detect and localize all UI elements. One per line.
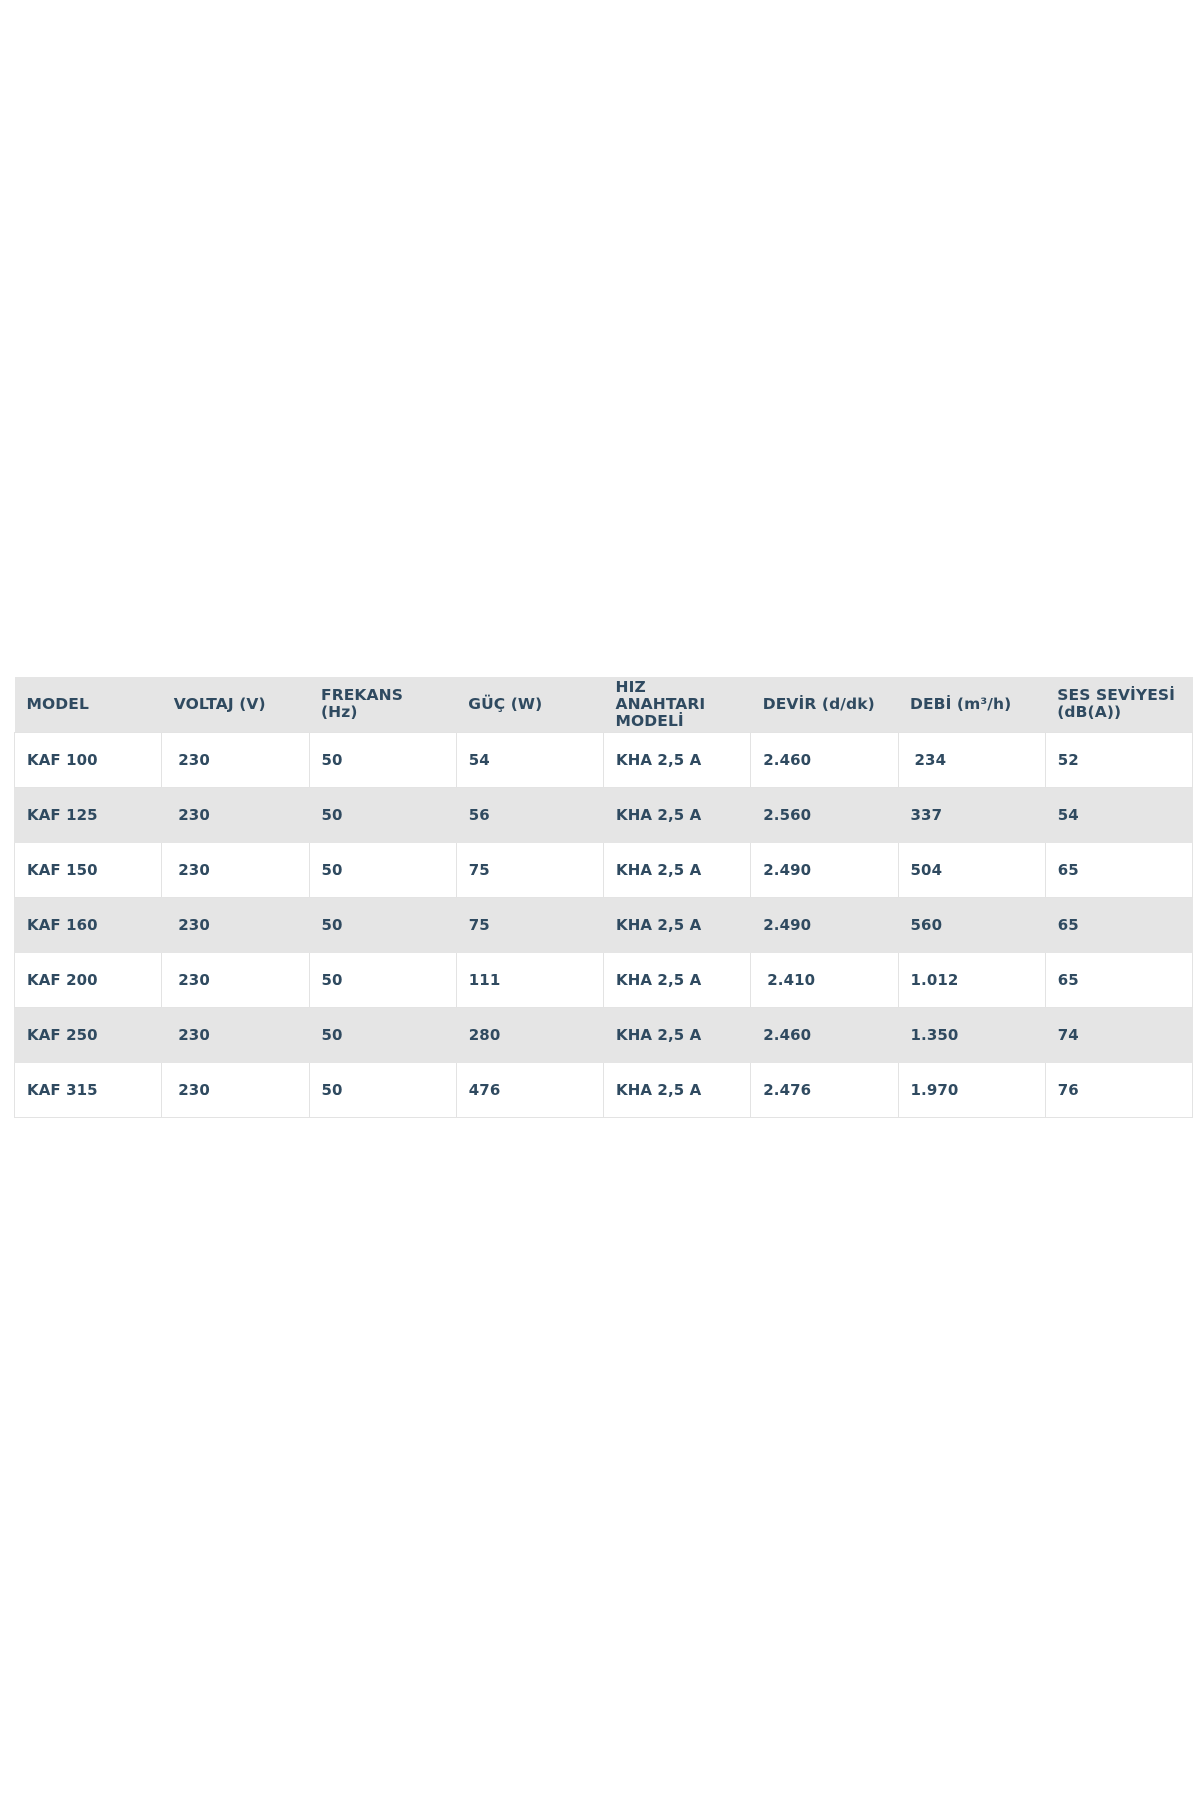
cell-model: KAF 125 [15, 787, 162, 842]
cell-voltage: 230 [162, 1062, 309, 1117]
cell-sound-level: 74 [1045, 1007, 1192, 1062]
cell-rpm: 2.490 [751, 897, 898, 952]
cell-frequency: 50 [309, 1062, 456, 1117]
cell-model: KAF 250 [15, 1007, 162, 1062]
cell-speed-switch-model: KHA 2,5 A [604, 1062, 751, 1117]
cell-model: KAF 200 [15, 952, 162, 1007]
cell-power: 476 [456, 1062, 603, 1117]
cell-rpm: 2.460 [751, 1007, 898, 1062]
table-body [15, 732, 1193, 1117]
cell-sound-level: 76 [1045, 1062, 1192, 1117]
header-speed-switch-model: HIZ ANAHTARI MODELİ [604, 677, 751, 732]
cell-airflow: 1.970 [898, 1062, 1045, 1117]
table-row [15, 1007, 1193, 1062]
cell-speed-switch-model: KHA 2,5 A [604, 1007, 751, 1062]
cell-power: 75 [456, 897, 603, 952]
header-voltage: VOLTAJ (V) [162, 677, 309, 732]
cell-power: 280 [456, 1007, 603, 1062]
cell-voltage: 230 [162, 1007, 309, 1062]
cell-power: 54 [456, 732, 603, 787]
cell-sound-level: 52 [1045, 732, 1192, 787]
cell-voltage: 230 [162, 787, 309, 842]
cell-airflow: 1.350 [898, 1007, 1045, 1062]
cell-frequency: 50 [309, 732, 456, 787]
cell-speed-switch-model: KHA 2,5 A [604, 952, 751, 1007]
cell-sound-level: 65 [1045, 897, 1192, 952]
table-row [15, 897, 1193, 952]
table-row [15, 952, 1193, 1007]
table-row [15, 732, 1193, 787]
cell-rpm: 2.410 [751, 952, 898, 1007]
header-sound-level: SES SEVİYESİ (dB(A)) [1045, 677, 1192, 732]
cell-airflow: 337 [898, 787, 1045, 842]
cell-airflow: 560 [898, 897, 1045, 952]
cell-rpm: 2.490 [751, 842, 898, 897]
cell-sound-level: 65 [1045, 842, 1192, 897]
cell-speed-switch-model: KHA 2,5 A [604, 897, 751, 952]
product-spec-table [14, 677, 1193, 1118]
cell-model: KAF 315 [15, 1062, 162, 1117]
cell-airflow: 504 [898, 842, 1045, 897]
cell-sound-level: 65 [1045, 952, 1192, 1007]
cell-voltage: 230 [162, 732, 309, 787]
cell-speed-switch-model: KHA 2,5 A [604, 732, 751, 787]
cell-voltage: 230 [162, 897, 309, 952]
cell-power: 75 [456, 842, 603, 897]
header-rpm: DEVİR (d/dk) [751, 677, 898, 732]
cell-sound-level: 54 [1045, 787, 1192, 842]
cell-power: 56 [456, 787, 603, 842]
cell-voltage: 230 [162, 952, 309, 1007]
header-airflow: DEBİ (m³/h) [898, 677, 1045, 732]
cell-frequency: 50 [309, 787, 456, 842]
cell-voltage: 230 [162, 842, 309, 897]
cell-rpm: 2.460 [751, 732, 898, 787]
cell-airflow: 1.012 [898, 952, 1045, 1007]
header-frequency: FREKANS (Hz) [309, 677, 456, 732]
cell-power: 111 [456, 952, 603, 1007]
header-row [15, 677, 1193, 732]
cell-model: KAF 160 [15, 897, 162, 952]
cell-speed-switch-model: KHA 2,5 A [604, 787, 751, 842]
cell-frequency: 50 [309, 952, 456, 1007]
cell-frequency: 50 [309, 842, 456, 897]
header-model: MODEL [15, 677, 162, 732]
table-row [15, 787, 1193, 842]
cell-model: KAF 100 [15, 732, 162, 787]
cell-speed-switch-model: KHA 2,5 A [604, 842, 751, 897]
cell-frequency: 50 [309, 1007, 456, 1062]
cell-airflow: 234 [898, 732, 1045, 787]
table-row [15, 1062, 1193, 1117]
table-header [15, 677, 1193, 732]
cell-rpm: 2.560 [751, 787, 898, 842]
cell-frequency: 50 [309, 897, 456, 952]
header-power: GÜÇ (W) [456, 677, 603, 732]
cell-model: KAF 150 [15, 842, 162, 897]
table-row [15, 842, 1193, 897]
cell-rpm: 2.476 [751, 1062, 898, 1117]
